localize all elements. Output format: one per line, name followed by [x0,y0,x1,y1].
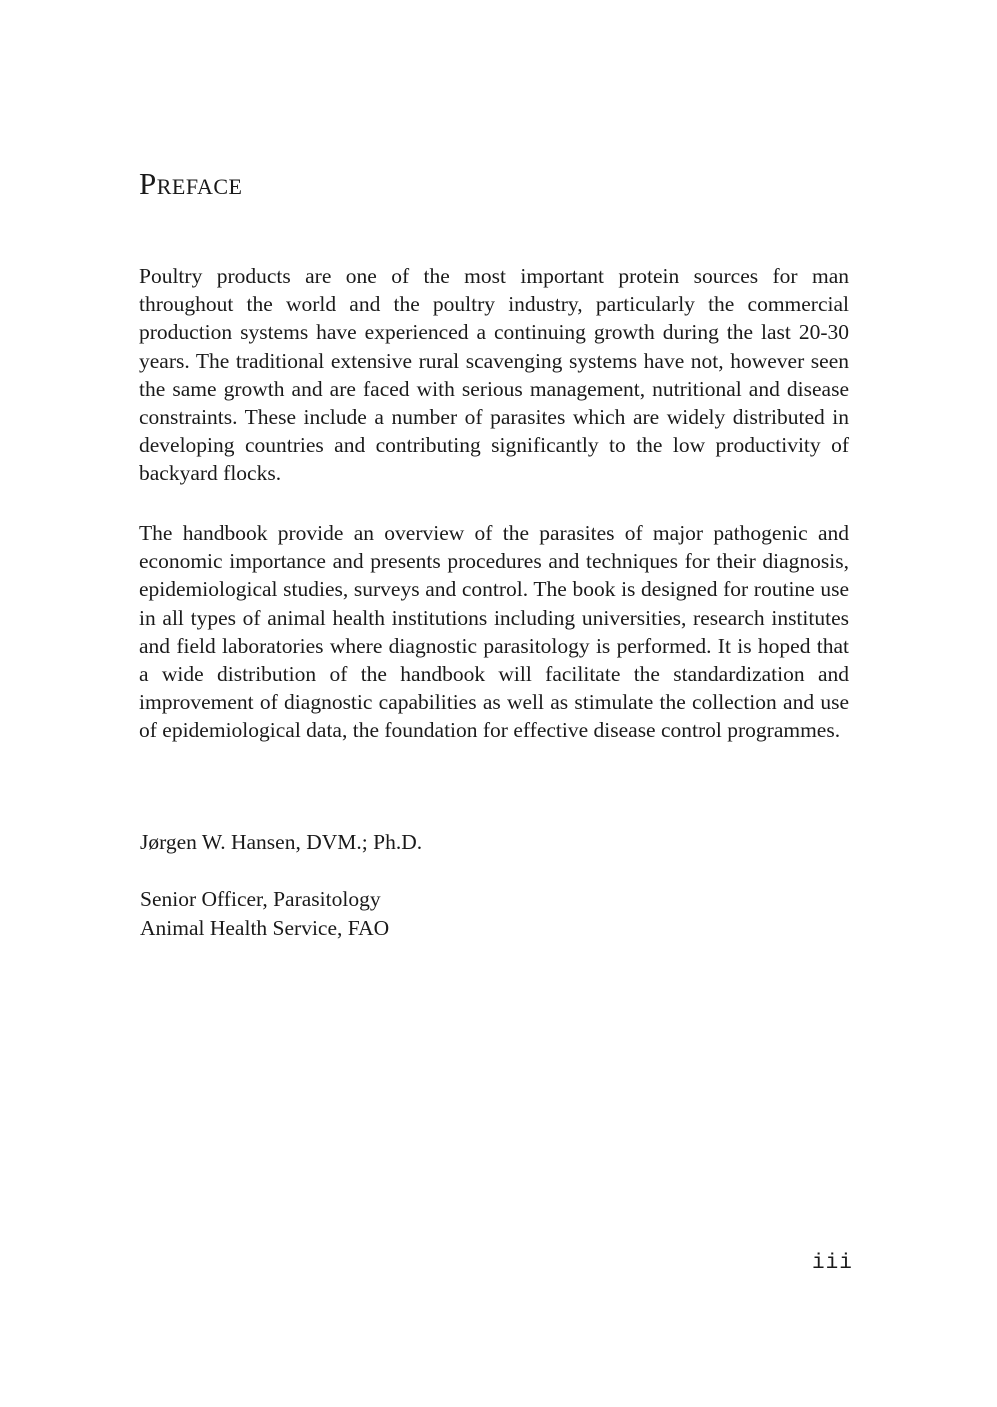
page-number: iii [812,1252,853,1275]
author-signature: Jørgen W. Hansen, DVM.; Ph.D. [140,830,423,854]
preface-paragraph-2: The handbook provide an overview of the parasites of major pathogenic and economic importance and presents procedures and techniques for their diagnosis, epidemiological studies, surveys and control. The book is designed for routine use in all types of animal health institutions including universities, research institutes and field laboratories where diagnostic parasitology is performed. It is hoped that a wide distribution of the handbook will facilitate the standardization and improvement of diagnostic capabilities as well as stimulate the collection and use of epidemiological data, the foundation for effective disease control programmes. [139,521,849,743]
author-organization: Animal Health Service, FAO [140,915,390,940]
preface-paragraph-1: Poultry products are one of the most important protein sources for man throughout the world and the poultry industry, particularly the commercial production systems have experienced a continuing growth during the last 20-30 years. The traditional extensive rural scavenging systems have not, however seen the same growth and are faced with serious management, nutritional and disease constraints. These include a number of parasites which are widely distributed in developing countries and contributing significantly to the low productivity of backyard flocks. [139,264,849,486]
author-affiliation [140,885,389,942]
page-title: Preface [139,166,243,201]
author-position: Senior Officer, Parasitology [140,887,381,911]
